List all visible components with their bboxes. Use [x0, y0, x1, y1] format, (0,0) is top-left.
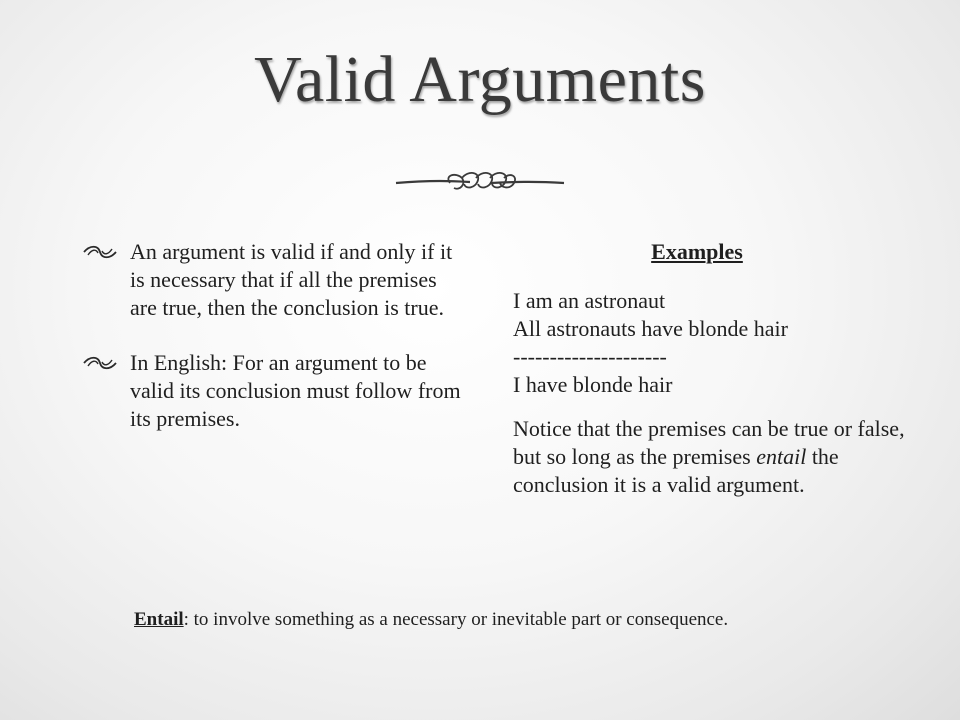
- bullet-item: [82, 238, 462, 322]
- definition-text: : to involve something as a necessary or inevitable part or consequence.: [183, 609, 729, 630]
- example-premise-line: I am an astronaut: [513, 288, 666, 313]
- notice-emphasis: entail: [756, 444, 807, 469]
- scroll-bullet-icon: [82, 243, 118, 261]
- bullet-text: In English: For an argument to be valid its conclusion must follow from its premises.: [130, 350, 461, 431]
- definition-footnote: [134, 606, 834, 634]
- example-divider-line: ---------------------: [513, 344, 667, 369]
- example-premise-line: All astronauts have blonde hair: [513, 316, 788, 341]
- bullet-list: [82, 238, 462, 460]
- bullet-text: An argument is valid if and only if it is necessary that if all the premises are true, then the conclusion is true.: [130, 239, 453, 320]
- scroll-bullet-icon: [82, 354, 118, 372]
- bullet-item: [82, 349, 462, 433]
- notice-paragraph: [513, 415, 913, 499]
- examples-heading: Examples: [651, 239, 743, 264]
- examples-panel: [513, 238, 913, 499]
- flourish-divider-icon: [392, 166, 568, 200]
- notice-text-after: the conclusion it is a valid argument.: [513, 444, 839, 497]
- definition-term: Entail: [134, 609, 184, 630]
- slide-title: Valid Arguments: [254, 43, 706, 116]
- example-conclusion-line: I have blonde hair: [513, 372, 673, 397]
- notice-text-before: Notice that the premises can be true or false, but so long as the premises: [513, 416, 905, 469]
